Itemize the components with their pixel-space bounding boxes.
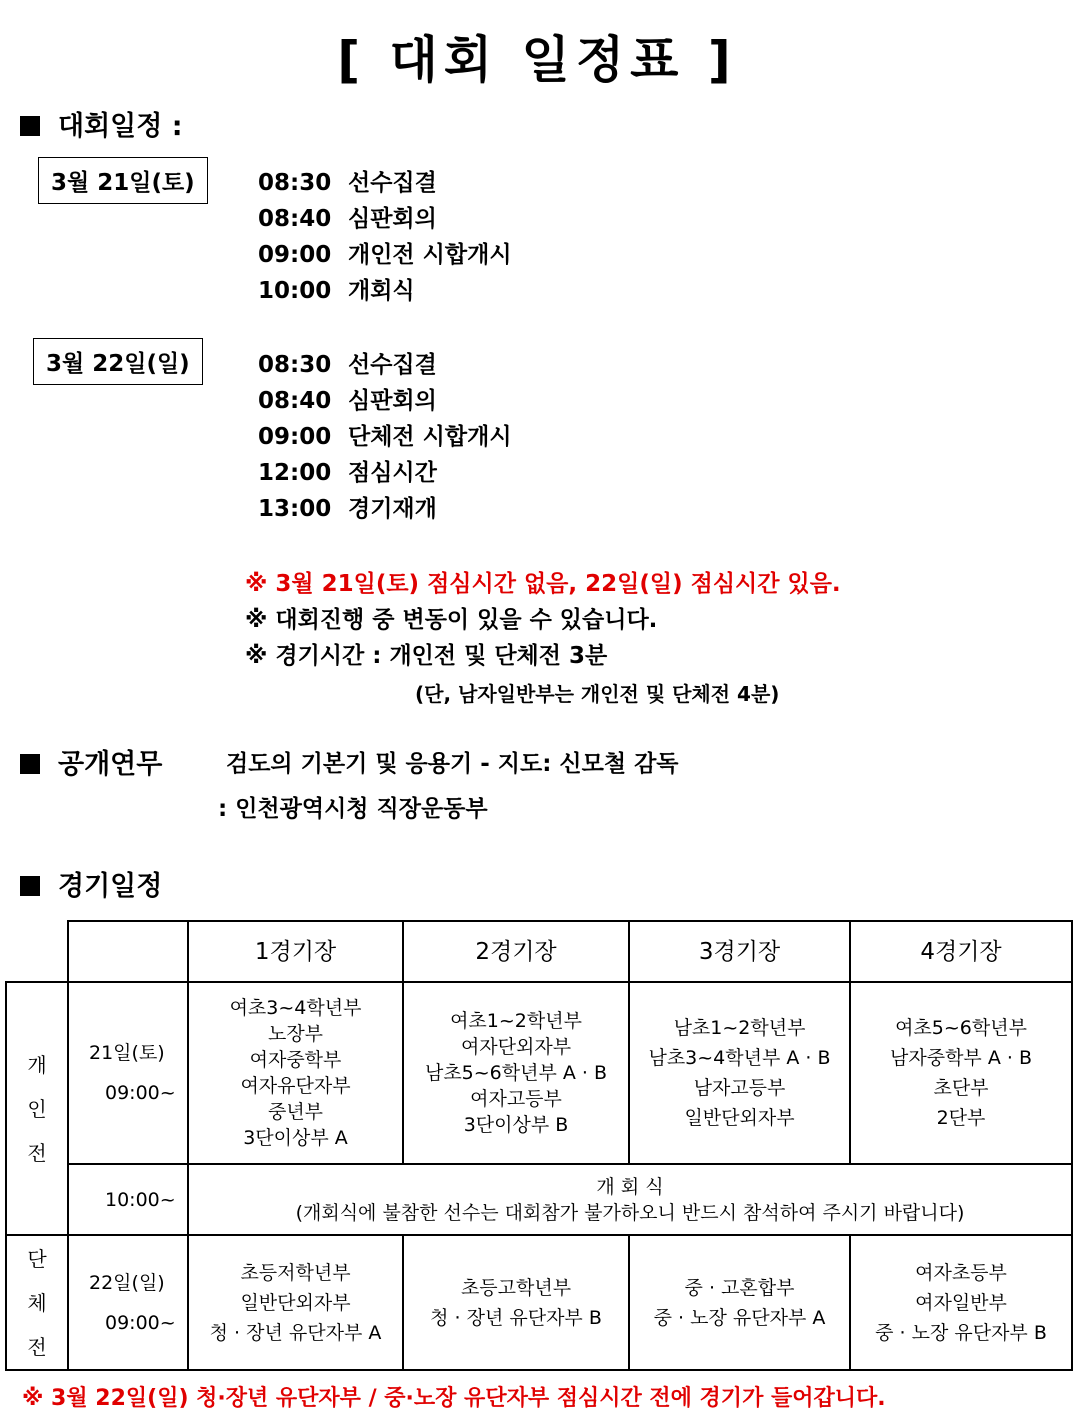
individual-label [6,982,68,1235]
ceremony-time: 10:00~ [105,1188,176,1211]
team-time-cell [68,1235,188,1370]
day2-items [258,346,512,526]
day1-item: 10:00 개회식 [258,278,415,304]
header-court-3: 3경기장 [629,921,850,982]
section-demo [20,742,162,781]
individual-date: 21일(토) [89,1042,165,1064]
individual-time: 09:00~ [105,1082,176,1104]
square-bullet-icon [20,754,40,774]
ceremony-note: (개회식에 불참한 선수는 대회참가 불가하오니 반드시 참석하여 주시기 바랍니다) [295,1201,965,1224]
vertical-label-char: 전 [27,1140,47,1165]
section-games-title: 경기일정 [58,871,163,902]
blank-header-cell [68,921,188,982]
section-games [20,864,162,903]
note-duration: ※ 경기시간 : 개인전 및 단체전 3분 [245,643,608,669]
square-bullet-icon [20,876,40,896]
day1-item: 09:00 개인전 시합개시 [258,242,512,268]
note-lunch: ※ 3월 21일(토) 점심시간 없음, 22일(일) 점심시간 있음. [245,571,841,597]
ceremony-cell [188,1164,1072,1235]
table-row-team [6,1235,1072,1370]
header-court-4: 4경기장 [850,921,1072,982]
section-demo-title: 공개연무 [58,749,163,780]
individual-court-2: 여초1~2학년부 여자단외자부 남초5~6학년부 A · B 여자고등부 3단이상부 B [403,982,629,1164]
day2-item: 08:40 심판회의 [258,388,437,414]
individual-court-4: 여초5~6학년부 남자중학부 A · B 초단부 2단부 [850,982,1072,1164]
blank-cell [6,921,68,982]
header-court-2: 2경기장 [403,921,629,982]
vertical-label-char: 인 [27,1096,47,1121]
table-row-individual [6,982,1072,1164]
team-court-2: 초등고학년부 청 · 장년 유단자부 B [403,1235,629,1370]
section-schedule [20,104,183,143]
day1-item: 08:40 심판회의 [258,206,437,232]
demo-line1: 검도의 기본기 및 응용기 - 지도: 신모철 감독 [226,751,679,777]
individual-court-3: 남초1~2학년부 남초3~4학년부 A · B 남자고등부 일반단외자부 [629,982,850,1164]
team-time: 09:00~ [105,1311,176,1334]
game-schedule-table [5,920,1073,1371]
team-date: 22일(일) [89,1271,165,1294]
team-court-1: 초등저학년부 일반단외자부 청 · 장년 유단자부 A [188,1235,403,1370]
note-change: ※ 대회진행 중 변동이 있을 수 있습니다. [245,607,658,633]
team-court-3: 중 · 고혼합부 중 · 노장 유단자부 A [629,1235,850,1370]
vertical-label-char: 전 [27,1334,47,1359]
day2-item: 08:30 선수집결 [258,352,437,378]
vertical-label-char: 체 [27,1290,47,1315]
ceremony-time-cell [68,1164,188,1235]
day2-date-box: 3월 22일(일) [33,338,203,385]
demo-line2: : 인천광역시청 직장운동부 [218,796,488,822]
team-court-4: 여자초등부 여자일반부 중 · 노장 유단자부 B [850,1235,1072,1370]
section-schedule-title: 대회일정 : [58,111,183,142]
vertical-label-char: 개 [27,1052,47,1077]
ceremony-title: 개 회 식 [596,1175,664,1198]
day1-date-box: 3월 21일(토) [38,157,208,204]
day1-items [258,164,512,308]
footer-note: ※ 3월 22일(일) 청·장년 유단자부 / 중·노장 유단자부 점심시간 전에 경기가 들어갑니다. [22,1386,886,1411]
team-label [6,1235,68,1370]
note-duration-sub: (단, 남자일반부는 개인전 및 단체전 4분) [415,682,780,706]
header-court-1: 1경기장 [188,921,403,982]
table-header-row [6,921,1072,982]
table-row-ceremony [6,1164,1072,1235]
vertical-label-char: 단 [27,1246,47,1271]
day1-item: 08:30 선수집결 [258,170,437,196]
page-title: [ 대회 일정표 ] [337,31,737,89]
square-bullet-icon [20,116,40,136]
individual-court-1: 여초3~4학년부 노장부 여자중학부 여자유단자부 중년부 3단이상부 A [188,982,403,1164]
day2-item: 12:00 점심시간 [258,460,437,486]
individual-time-cell [68,982,188,1164]
day2-item: 13:00 경기재개 [258,496,437,522]
day2-item: 09:00 단체전 시합개시 [258,424,512,450]
